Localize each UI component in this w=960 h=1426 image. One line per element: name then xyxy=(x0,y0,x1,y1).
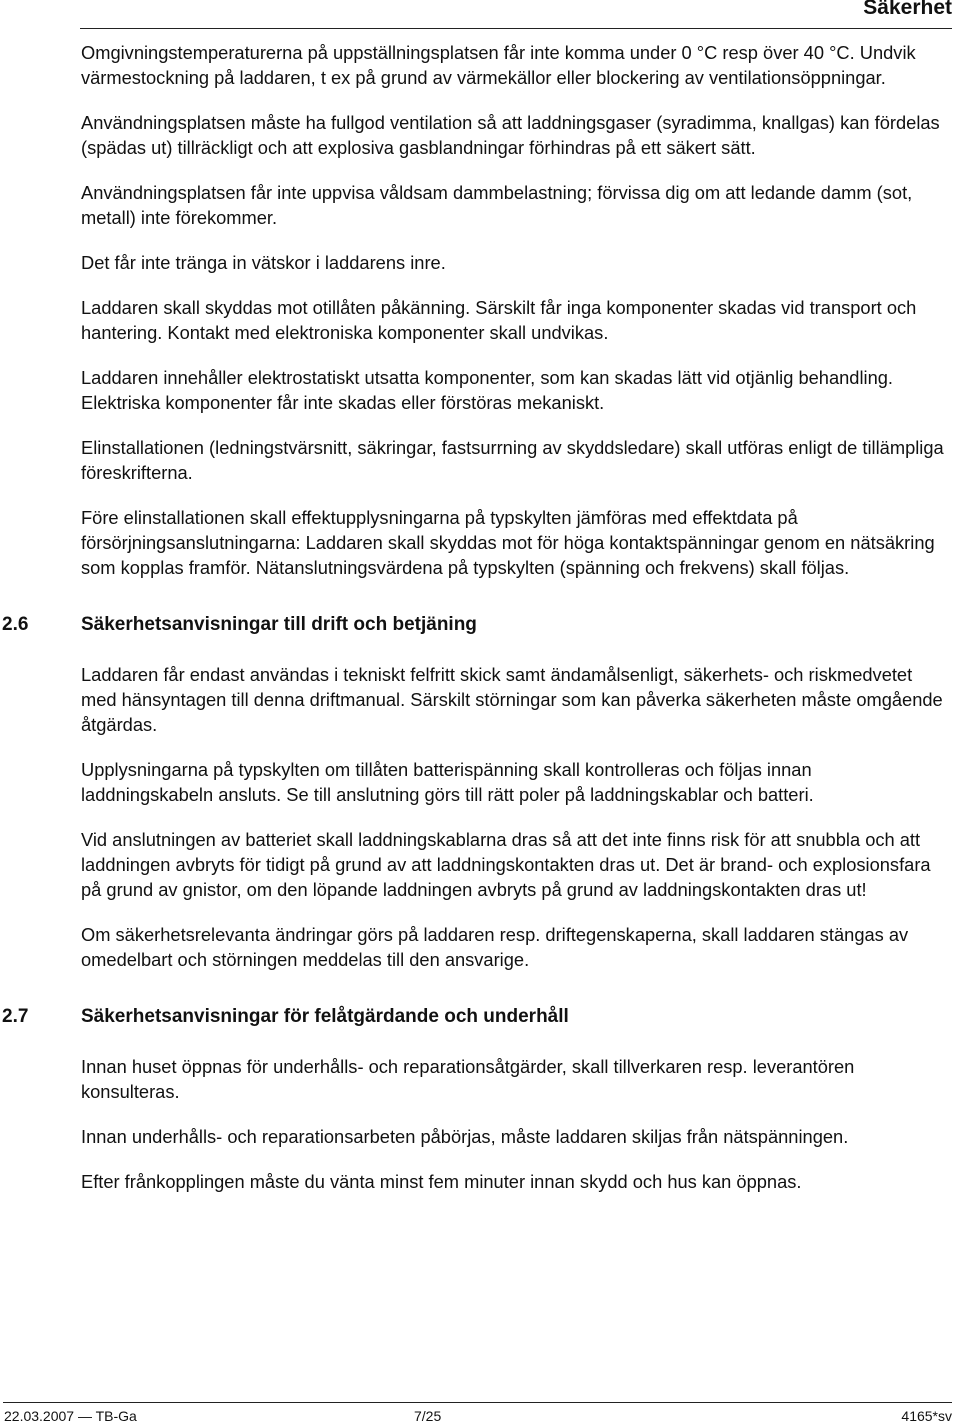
paragraph-consult-manufacturer: Innan huset öppnas för underhålls- och reparationsåtgärder, skall tillverkaren resp. leverantören konsulteras. xyxy=(81,1056,855,1102)
paragraph-ventilation: Användningsplatsen måste ha fullgod ventilation så att laddningsgaser (syradimma, knallgas) kan fördelas (spädas ut) tillräckligt och att explosiva gasblandningar förhindras på ett säkert sätt. xyxy=(81,112,940,158)
footer-page-number: 7/25 xyxy=(414,1408,442,1424)
footer-divider xyxy=(3,1402,952,1403)
document-body xyxy=(2,40,947,1214)
footer-document-id: 4165*sv xyxy=(901,1408,952,1424)
paragraph-liquids: Det får inte tränga in vätskor i laddarens inre. xyxy=(81,252,446,273)
paragraph-protection: Laddaren skall skyddas mot otillåten påkänning. Särskilt får inga komponenter skadas vid transport och hantering. Kontakt med elektroniska komponenter skall undvikas. xyxy=(81,297,917,343)
paragraph-safety-changes: Om säkerhetsrelevanta ändringar görs på laddaren resp. driftegenskaperna, skall laddaren stängas av omedelbart och störningen meddelas till den ansvarige. xyxy=(81,924,909,970)
section-number: 2.7 xyxy=(2,1006,29,1027)
header-divider xyxy=(80,28,952,29)
paragraph-temperature: Omgivningstemperaturerna på uppställningsplatsen får inte komma under 0 °C resp över 40 °C. Undvik värmestockning på laddaren, t ex på grund av värmekällor eller blockering av ventilationsöppningar. xyxy=(81,42,916,88)
paragraph-operation-condition: Laddaren får endast användas i tekniskt felfritt skick samt ändamålsenligt, säkerhets- och riskmedvetet med hänsyntagen till denna driftmanual. Särskilt störningar som kan påverka säkerheten måste omgående åtgärdas. xyxy=(81,664,943,735)
section-number: 2.6 xyxy=(2,614,29,635)
paragraph-electrostatic: Laddaren innehåller elektrostatiskt utsatta komponenter, som kan skadas lätt vid otjänlig behandling. Elektriska komponenter får inte skadas eller förstöras mekaniskt. xyxy=(81,367,893,413)
section-heading-2-7 xyxy=(2,1002,947,1032)
paragraph-dust: Användningsplatsen får inte uppvisa våldsam dammbelastning; förvissa dig om att ledande damm (sot, metall) inte förekommer. xyxy=(81,182,913,228)
section-title: Säkerhetsanvisningar för felåtgärdande och underhåll xyxy=(81,1006,569,1027)
section-title: Säkerhetsanvisningar till drift och betjäning xyxy=(81,614,477,635)
header-title: Säkerhet xyxy=(863,0,952,19)
paragraph-cable-routing: Vid anslutningen av batteriet skall laddningskablarna dras så att det inte finns risk för att snubbla och att laddningen avbryts för tidigt på grund av att laddningskontakten dras ut. Det är brand- och explosionsfara på grund av gnistor, om den löpande laddningen avbryts på grund av laddningskontakten dras ut! xyxy=(81,829,931,900)
paragraph-power-data: Före elinstallationen skall effektupplysningarna på typskylten jämföras med effektdata på försörjningsanslutningarna: Laddaren skall skyddas mot för höga kontaktspänningar genom en nätsäkring som kopplas framför. Nätanslutningsvärdena på typskylten (spänning och frekvens) skall följas. xyxy=(81,507,935,578)
section-heading-2-6 xyxy=(2,610,947,640)
paragraph-disconnect-mains: Innan underhålls- och reparationsarbeten påbörjas, måste laddaren skiljas från nätspänningen. xyxy=(81,1126,849,1147)
paragraph-battery-voltage: Upplysningarna på typskylten om tillåten batterispänning skall kontrolleras och följas innan laddningskabeln ansluts. Se till anslutning görs till rätt poler på laddningskablar och batteri. xyxy=(81,759,814,805)
paragraph-wait-time: Efter frånkopplingen måste du vänta minst fem minuter innan skydd och hus kan öppnas. xyxy=(81,1171,802,1192)
paragraph-electrical-installation: Elinstallationen (ledningstvärsnitt, säkringar, fastsurrning av skyddsledare) skall utföras enligt de tillämpliga föreskrifterna. xyxy=(81,437,944,483)
footer-date: 22.03.2007 — TB-Ga xyxy=(4,1408,137,1424)
